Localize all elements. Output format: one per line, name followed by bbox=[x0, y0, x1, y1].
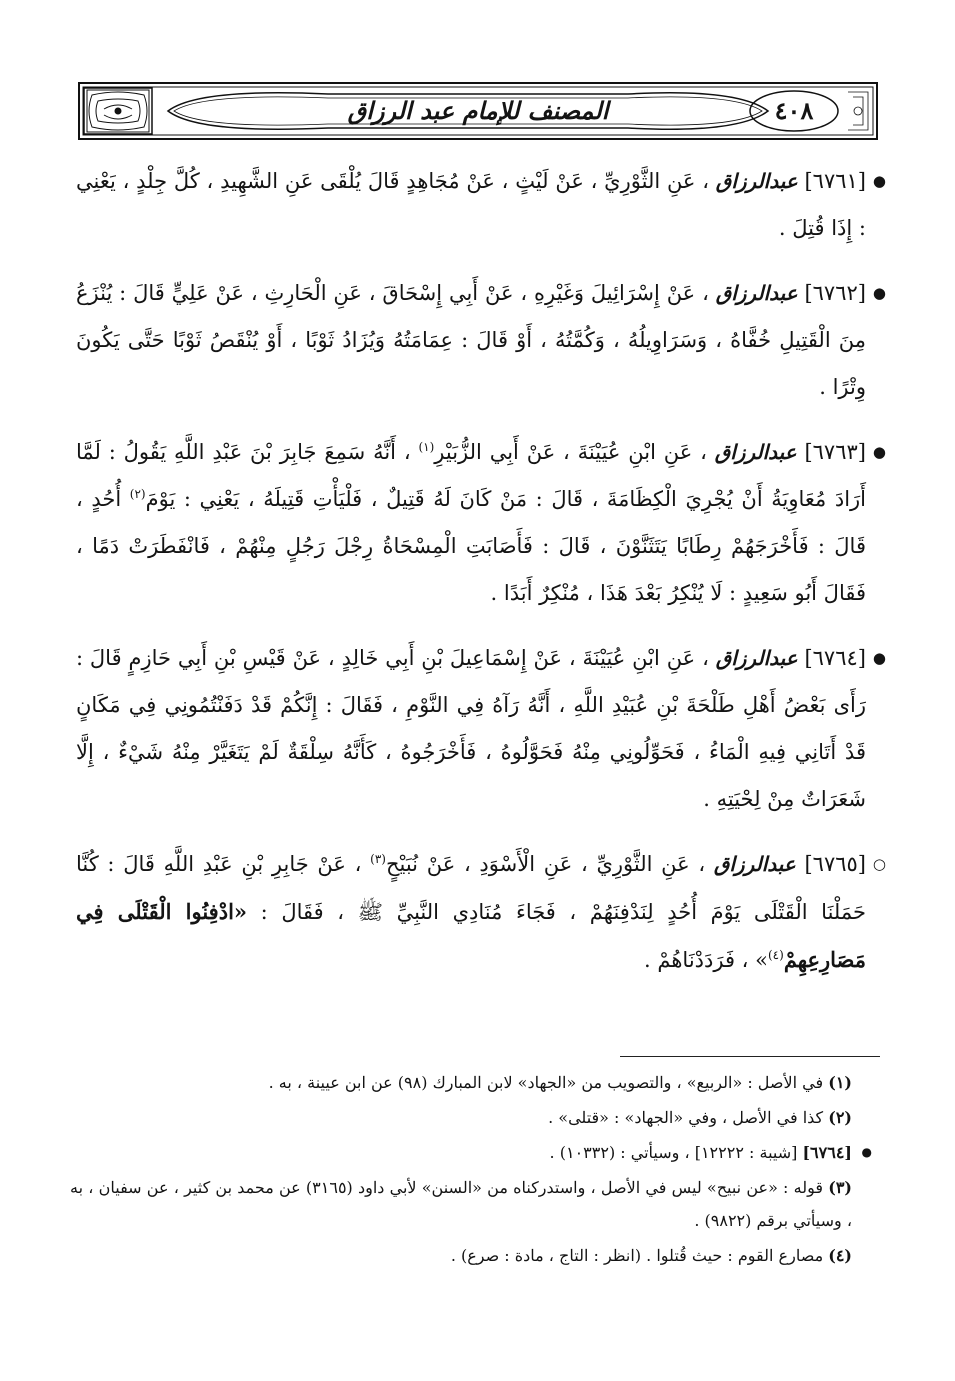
entry-narrator: عبدالرزاق bbox=[714, 440, 797, 464]
entry-text-part: ، عَنْ جَابِرِ بْنِ عَبْدِ اللَّهِ قَالَ : كُنَّا حَمَلْنَا الْقَتْلَى يَوْمَ أُحُدٍ لِنَدْفِنَهُمْ ، فَجَاءَ مُنَادِي النَّبِيِّ ﷺ ، فَقَالَ : bbox=[76, 852, 866, 924]
footnote-2 bbox=[70, 1101, 872, 1134]
entry-number: [٦٧٦٣] bbox=[804, 440, 866, 464]
footnote-label: (١) bbox=[828, 1073, 852, 1092]
entry-narrator: عبدالرزاق bbox=[715, 169, 798, 193]
hadith-body bbox=[76, 158, 886, 1002]
footnote-4 bbox=[70, 1239, 872, 1272]
footnote-3 bbox=[70, 1171, 872, 1237]
entry-narrator: عبدالرزاق bbox=[713, 852, 796, 876]
entry-narrator: عبدالرزاق bbox=[715, 281, 798, 305]
footnote-separator bbox=[620, 1056, 880, 1057]
footnote-ref[interactable]: (٣) bbox=[370, 852, 386, 866]
footnote-text: كذا في الأصل ، وفي «الجهاد» : «قتلى» . bbox=[548, 1108, 824, 1127]
entry-text: ، عَنْ إِسْرَائِيلَ وَغَيْرِهِ ، عَنْ أَبِي إِسْحَاقَ ، عَنِ الْحَارِثِ ، عَنْ عَلِيٍّ قَالَ : يُنْزَعُ مِنَ الْقَتِيلِ خُفَّاهُ ، وَسَرَاوِيلُهُ ، وَكُمَّتُهُ ، أَوْ قَالَ : عِمَامَتُهُ وَيُزَادُ ثَوْبًا ، أَوْ يُنْقَصُ ثَوْبًا حَتَّى يَكُونَ وِتْرًا . bbox=[76, 281, 866, 399]
entry-text: ، عَنِ ابْنِ عُيَيْنَةَ ، عَنْ إِسْمَاعِيلَ بْنِ أَبِي خَالِدٍ ، عَنْ قَيْسِ بْنِ أَبِي حَازِمٍ قَالَ : رَأَى بَعْضُ أَهْلِ طَلْحَةَ بْنِ عُبَيْدِ اللَّهِ ، أَنَّهُ رَآهُ فِي النَّوْمِ ، فَقَالَ : إِنَّكُمْ قَدْ دَفَنْتُمُونِي فِي مَكَانٍ قَدْ أَتَانِي فِيهِ الْمَاءُ ، فَحَوِّلُونِي مِنْهُ فَحَوَّلُوهُ ، فَأَخْرَجُوهُ ، كَأَنَّهُ سِلْقَةٌ لَمْ يَتَغَيَّرْ مِنْهُ شَيْءٌ ، إِلَّا شَعَرَاتٌ مِنْ لِحْيَتِهِ . bbox=[76, 646, 866, 811]
footnote-label: (٣) bbox=[828, 1178, 852, 1197]
footnote-source-6764 bbox=[70, 1136, 872, 1169]
entry-text-part: أُحُدٍ ، قَالَ : فَأَخْرَجَهُمْ رِطَابًا يَتَثَنَّوْنَ ، قَالَ : فَأَصَابَتِ الْمِسْحَاةُ رِجْلَ رَجُلٍ مِنْهُمْ ، فَانْفَطَرَتْ دَمًا ، فَقَالَ أَبُو سَعِيدٍ : لَا يُنْكِرُ بَعْدَ هَذَا ، مُنْكِرٌ أَبَدًا . bbox=[76, 487, 866, 605]
entry-text-part: » ، فَرَدَدْنَاهُمْ . bbox=[644, 948, 768, 972]
entry-number: [٦٧٦٢] bbox=[804, 281, 866, 305]
entry-narrator: عبدالرزاق bbox=[715, 646, 798, 670]
hadith-entry-6763 bbox=[76, 429, 886, 617]
footnote-ref[interactable]: (٢) bbox=[129, 487, 146, 501]
entry-number: [٦٧٦١] bbox=[804, 169, 866, 193]
footnote-text: في الأصل : «الربيع» ، والتصويب من «الجهاد» لابن المبارك (٩٨) عن ابن عيينة ، به . bbox=[268, 1073, 824, 1092]
entry-number: [٦٧٦٥] bbox=[804, 852, 866, 876]
footnote-text: مصارع القوم : حيث قُتلوا . (انظر : التاج ، مادة : صرع) . bbox=[450, 1246, 824, 1265]
entry-bullet: ● bbox=[872, 172, 886, 190]
footnote-text: قوله : «عن نبيح» ليس في الأصل ، واستدركناه من «السنن» لأبي داود (٣١٦٥) عن محمد بن كثير ، عن سفيان ، به ، وسيأتي برقم (٩٨٢٢) . bbox=[70, 1178, 852, 1230]
entry-bullet: ○ bbox=[872, 855, 886, 873]
entry-bullet: ● bbox=[872, 284, 886, 302]
footnote-text: [شيبة : ١٢٢٢٢] ، وسيأتي : (١٠٣٣٢) . bbox=[549, 1143, 798, 1162]
hadith-entry-6761 bbox=[76, 158, 886, 252]
footnote-ref[interactable]: (١) bbox=[418, 440, 435, 454]
footnote-label: (٢) bbox=[828, 1108, 852, 1127]
header-seal bbox=[84, 87, 152, 135]
entry-text-part: ، عَنِ ابْنِ عُيَيْنَةَ ، عَنْ أَبِي الزُّبَيْرِ bbox=[434, 440, 707, 464]
footnotes bbox=[70, 1066, 872, 1274]
entry-bullet: ● bbox=[872, 443, 886, 461]
page-number: ٤٠٨ bbox=[774, 96, 814, 125]
hadith-entry-6765 bbox=[76, 841, 886, 984]
entry-number: [٦٧٦٤] bbox=[804, 646, 866, 670]
entry-text: ، عَنِ الثَّوْرِيِّ ، عَنْ لَيْثٍ ، عَنْ مُجَاهِدٍ قَالَ يُلْقَى عَنِ الشَّهِيدِ ، كُلَّ جِلْدٍ ، يَعْنِي : إِذَا قُتِلَ . bbox=[76, 169, 866, 240]
footnote-1 bbox=[70, 1066, 872, 1099]
page-header bbox=[78, 82, 878, 140]
header-title: المصنف للإمام عبد الرزاق bbox=[347, 96, 609, 125]
footnote-label: (٤) bbox=[828, 1246, 852, 1265]
entry-text-part: ، أَنَّهُ سَمِعَ جَابِرَ بْنَ عَبْدِ اللَّهِ يَقُولُ : لَمَّا أَرَادَ مُعَاوِيَةُ أَنْ يُجْرِيَ الْكِظَامَةَ ، قَالَ : مَنْ كَانَ لَهُ قَتِيلٌ ، فَلْيَأْتِ قَتِيلَهُ ، يَعْنِي : يَوْمَ bbox=[76, 440, 866, 511]
footnote-ref[interactable]: (٤) bbox=[767, 948, 784, 962]
footnote-bullet: ● bbox=[861, 1145, 872, 1159]
entry-bullet: ● bbox=[872, 649, 886, 667]
hadith-entry-6764 bbox=[76, 635, 886, 823]
entry-text-part: ، عَنِ الثَّوْرِيِّ ، عَنِ الْأَسْوَدِ ، عَنْ نُبَيْحٍ bbox=[385, 852, 706, 876]
footnote-label: [٦٧٦٤] bbox=[802, 1143, 852, 1162]
hadith-entry-6762 bbox=[76, 270, 886, 411]
prophetic-quote: «ادْفِنُوا الْقَتْلَى فِي مَصَارِعِهِمْ bbox=[76, 899, 866, 972]
